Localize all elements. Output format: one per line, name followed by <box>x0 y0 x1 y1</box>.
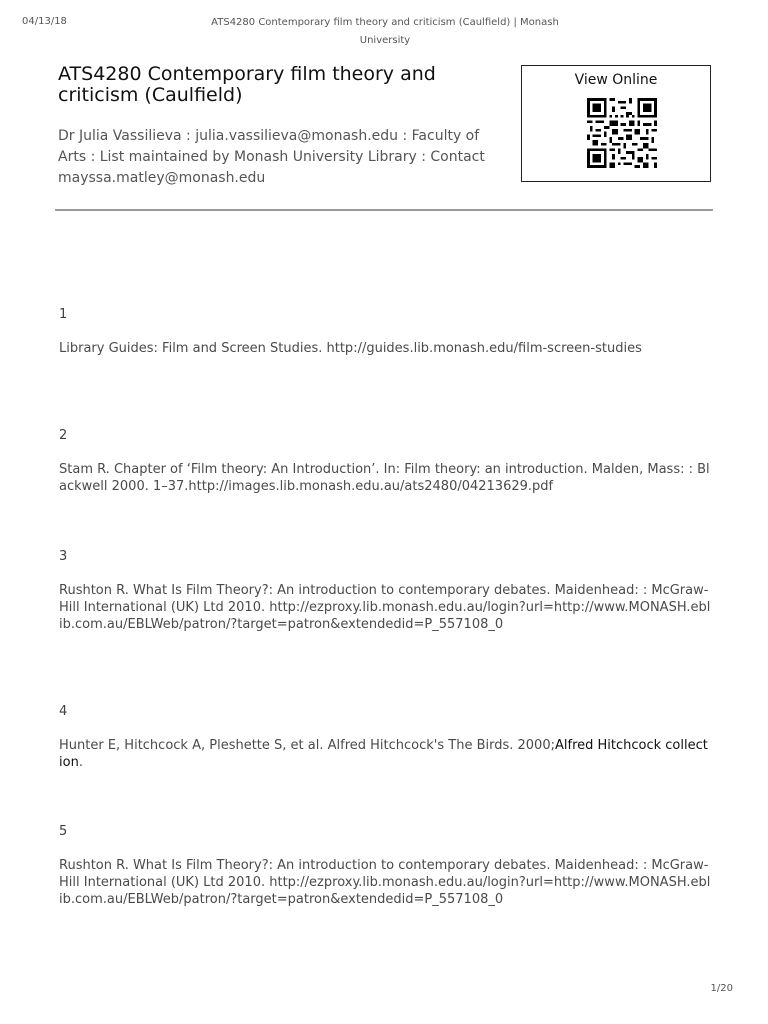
item-number: 2 <box>59 428 68 443</box>
item-number: 4 <box>59 704 68 719</box>
list-item <box>59 549 711 633</box>
list-item <box>59 824 711 908</box>
item-citation[interactable]: Rushton R. What Is Film Theory?: An introduction to contemporary debates. Maidenhead: : McGraw-Hill International (UK) Ltd 2010. http://ezproxy.lib.monash.edu.au/login?url=http://www.MONASH.eblib.com.au/EBLWeb/patron/?target=patron&extendedid=P_557108_0 <box>59 583 711 632</box>
page-header-date: 04/13/18 <box>22 16 67 27</box>
item-citation <box>59 737 711 771</box>
list-item <box>59 428 711 495</box>
item-number: 3 <box>59 549 68 564</box>
citation-tail: . <box>78 755 83 770</box>
qr-code-icon[interactable] <box>584 98 660 168</box>
item-citation[interactable]: Library Guides: Film and Screen Studies. http://guides.lib.monash.edu/film-screen-studies <box>59 341 642 356</box>
reading-list-meta: Dr Julia Vassilieva : julia.vassilieva@monash.edu : Faculty of Arts : List maintained by Monash University Library : Contact mayssa.matley@monash.edu <box>58 128 485 186</box>
item-citation[interactable]: Rushton R. What Is Film Theory?: An introduction to contemporary debates. Maidenhead: : McGraw-Hill International (UK) Ltd 2010. http://ezproxy.lib.monash.edu.au/login?url=http://www.MONASH.eblib.com.au/EBLWeb/patron/?target=patron&extendedid=P_557108_0 <box>59 858 711 907</box>
view-online-label[interactable]: View Online <box>574 72 658 88</box>
header-divider <box>55 209 713 211</box>
view-online-box[interactable] <box>521 65 711 182</box>
collection-link[interactable]: Alfred Hitchcock collection <box>59 738 708 770</box>
list-item <box>59 307 711 357</box>
item-number: 1 <box>59 307 68 322</box>
citation-text: Hunter E, Hitchcock A, Pleshette S, et al. Alfred Hitchcock's The Birds. 2000; <box>59 738 555 753</box>
reading-list-title: ATS4280 Contemporary film theory and criticism (Caulfield) <box>58 63 436 106</box>
item-citation[interactable]: Stam R. Chapter of ‘Film theory: An Introduction’. In: Film theory: an introduction. Malden, Mass: : Blackwell 2000. 1–37.http://images.lib.monash.edu.au/ats2480/04213629.pdf <box>59 462 710 494</box>
page-number: 1/20 <box>710 983 733 994</box>
page-header-title: ATS4280 Contemporary film theory and criticism (Caulfield) | Monash University <box>211 17 559 46</box>
list-item <box>59 704 711 771</box>
item-number: 5 <box>59 824 68 839</box>
